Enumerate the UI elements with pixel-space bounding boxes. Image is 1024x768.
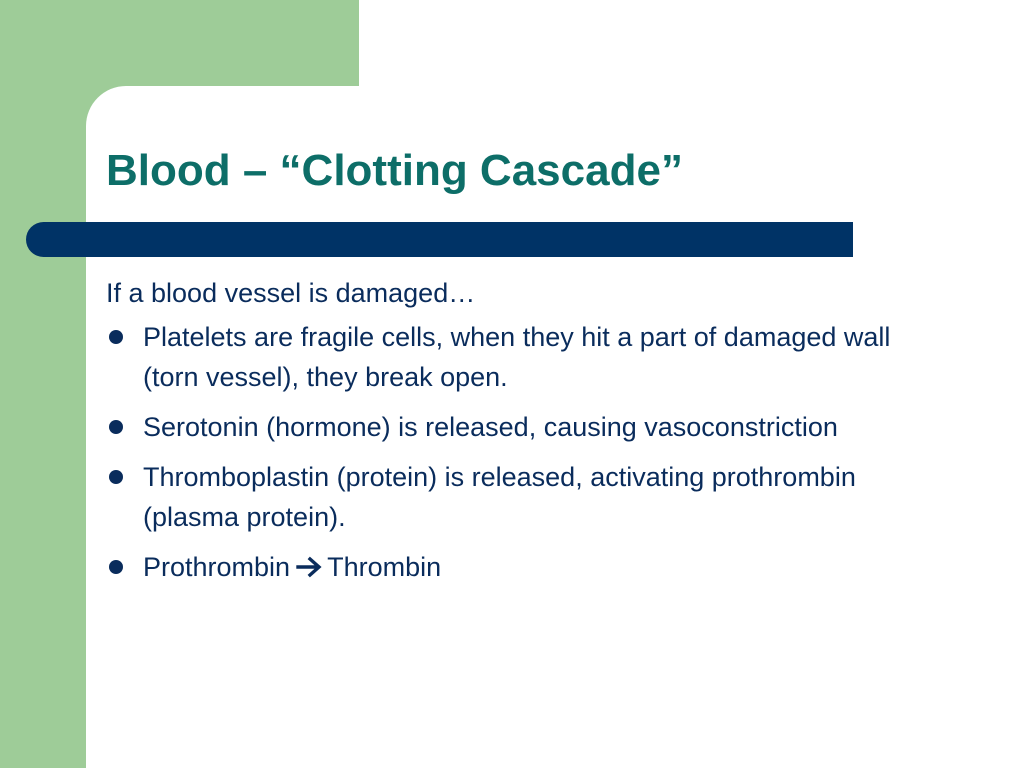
bullet-item [106,317,906,397]
slide-body [106,273,906,597]
intro-text: If a blood vessel is damaged… [106,278,476,308]
bullet-item [106,457,906,537]
slide-title: Blood – “Clotting Cascade” [106,146,683,195]
bullet-dot-icon [109,420,123,434]
bullet-text: Platelets are fragile cells, when they hit a part of damaged wall (torn vessel), they break open. [143,322,891,392]
bullet-list [106,317,906,587]
bullet-dot-icon [109,330,123,344]
bullet-text-from: Prothrombin [143,552,291,582]
bullet-item [106,547,906,587]
bullet-dot-icon [109,470,123,484]
bullet-text-to: Thrombin [327,552,442,582]
title-underline-bar [26,222,853,257]
bullet-item [106,407,906,447]
bullet-text: Serotonin (hormone) is released, causing vasoconstriction [143,412,838,442]
bullet-text: Thromboplastin (protein) is released, activating prothrombin (plasma protein). [143,462,856,532]
bullet-dot-icon [109,560,123,574]
right-arrow-icon [296,556,324,578]
